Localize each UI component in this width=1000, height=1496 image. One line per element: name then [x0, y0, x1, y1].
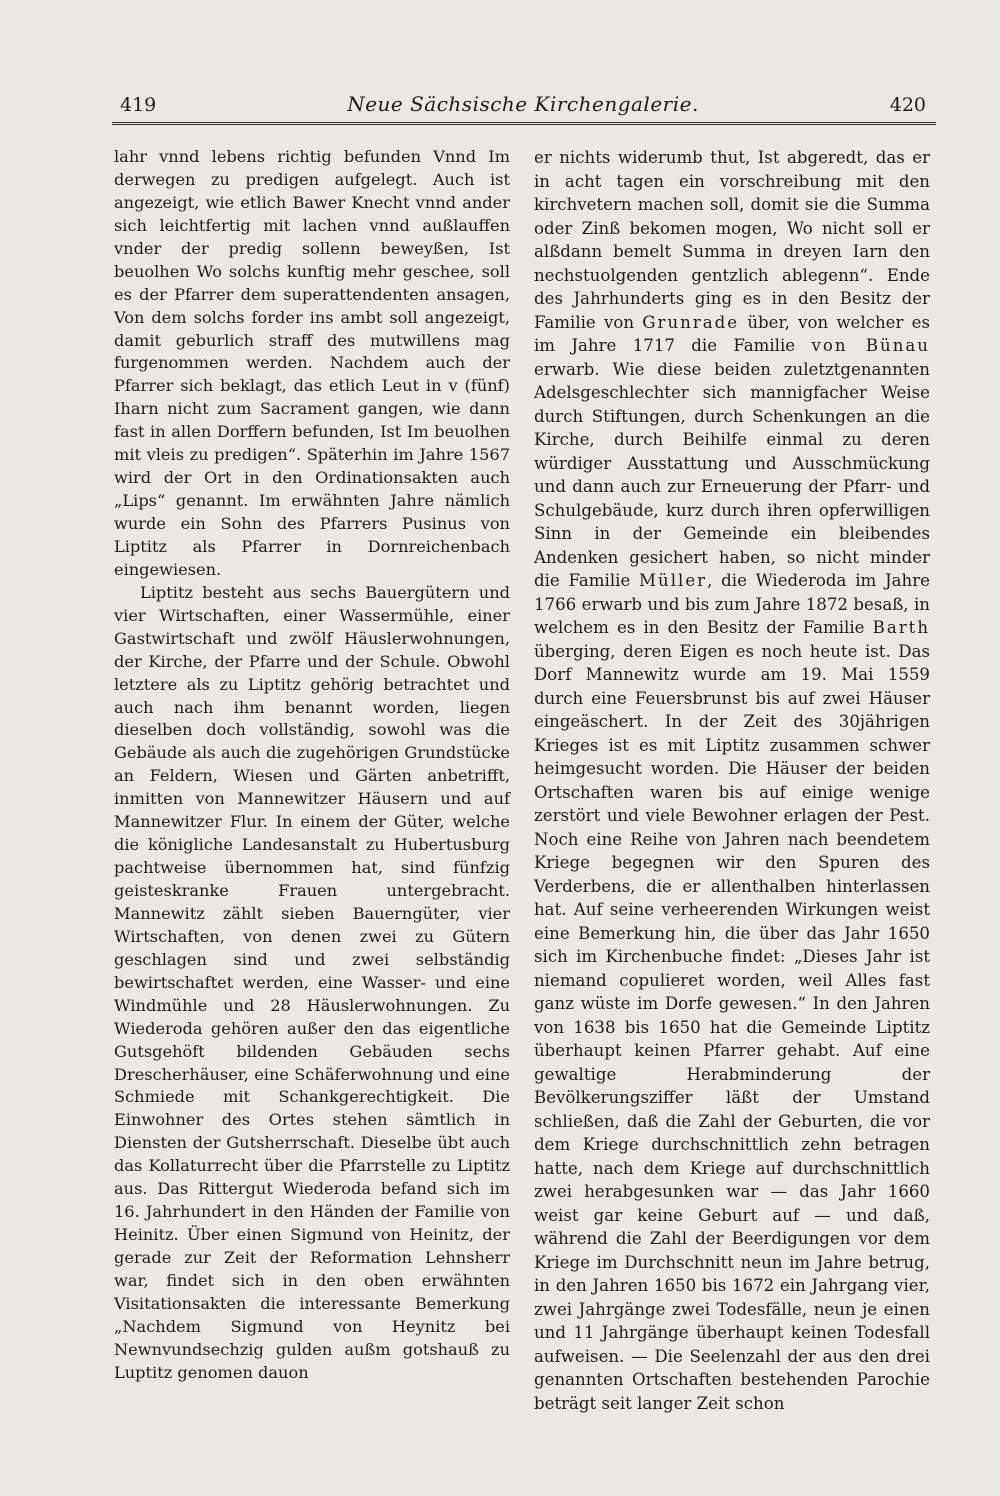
running-title: Neue Sächsische Kirchengalerie.	[347, 92, 699, 116]
right-column	[534, 146, 930, 1415]
left-column	[114, 146, 510, 1385]
family-name: von Bünau	[811, 336, 930, 355]
page-number-right: 420	[889, 94, 926, 116]
paragraph: Liptitz besteht aus sechs Bauergütern und vier Wirtschaften, einer Wassermühle, einer Gastwirtschaft und zwölf Häuslerwohnungen, der Kirche, der Pfarre und der Schule. Obwohl letztere als zu Liptitz gehörig betrachtet und auch nach ihm benannt worden, liegen dieselben doch vollständig, sowohl was die Gebäude als auch die zugehörigen Grundstücke an Feldern, Wiesen und Gärten anbetrifft, inmitten von Mannewitzer Häusern und auf Mannewitzer Flur. In einem der Güter, welche die königliche Landesanstalt zu Hubertusburg pachtweise übernommen hat, sind fünfzig geisteskranke Frauen untergebracht. Mannewitz zählt sieben Bauerngüter, vier Wirtschaften, von denen zwei zu Gütern geschlagen sind und zwei selbständig bewirtschaftet werden, eine Wasser- und eine Windmühle und 28 Häuslerwohnungen. Zu Wiederoda gehören außer den das eigentliche Gutsgehöft bildenden Gebäuden sechs Drescherhäuser, eine Schäferwohnung und eine Schmiede mit Schankgerechtigkeit. Die Einwohner des Ortes stehen sämtlich in Diensten der Gutsherrschaft. Dieselbe übt auch das Kollaturrecht über die Pfarrstelle zu Liptitz aus. Das Rittergut Wiederoda befand sich im 16. Jahrhundert in den Händen der Familie von Heinitz. Über einen Sigmund von Heinitz, der gerade zur Zeit der Reformation Lehnsherr war, findet sich in den oben erwähnten Visitationsakten die interessante Bemerkung „Nachdem Sigmund von Heynitz bei Newnvundsechzig gulden außm gotshauß zu Luptitz genomen dauon	[114, 582, 510, 1382]
family-name: Grunrade	[642, 312, 740, 332]
family-name: Müller	[639, 571, 708, 590]
header-rule	[112, 122, 936, 125]
paragraph	[534, 146, 930, 1415]
text-run: , die Wiederoda im Jahre 1766 erwarb und bis zum Jahre 1872 besaß, in welchem es in den Besitz der Familie	[534, 571, 930, 637]
text-run: er nichts widerumb thut, Ist abgeredt, das er in acht tagen ein vorschreibung mit den kirchvetern machen soll, domit sie die Summa oder Zinß bekomen mogen, Wo nicht soll er alßdann bemelt Summa in dreyen Iarn den nechstuolgenden gentzlich ablegenn“. Ende des Jahrhunderts ging es in den Besitz der Familie von	[534, 148, 930, 332]
text-run: überging, deren Eigen es noch heute ist. Das Dorf Mannewitz wurde am 19. Mai 1559 durch eine Feuersbrunst bis auf zwei Häuser eingeäschert. In der Zeit des 30jährigen Krieges ist es mit Liptitz zusammen schwer heimgesucht worden. Die Häuser der beiden Ortschaften waren bis auf einige wenige zerstört und viele Bewohner erlagen der Pest. Noch eine Reihe von Jahren nach beendetem Kriege begegnen wir den Spuren des Verderbens, die er allenthalben hinterlassen hat. Auf seine verheerenden Wirkungen weist eine Bemerkung hin, die über das Jahr 1650 sich im Kirchenbuche findet: „Dieses Jahr ist niemand copulieret worden, weil Alles fast ganz wüste im Dorfe gewesen.“ In den Jahren von 1638 bis 1650 hat die Gemeinde Liptitz überhaupt keinen Pfarrer gehabt. Auf eine gewaltige Herabminderung der Bevölkerungsziffer läßt der Umstand schließen, daß die Zahl der Geburten, die vor dem Kriege durchschnittlich zehn betragen hatte, nach dem Kriege auf durchschnittlich zwei herabgesunken war — das Jahr 1660 weist gar keine Geburt auf — und daß, während die Zahl der Beerdigungen vor dem Kriege im Durchschnitt neun im Jahre betrug, in den Jahren 1650 bis 1672 ein Jahrgang vier, zwei Jahrgänge zwei Todesfälle, neun je einen und 11 Jahrgänge überhaupt keinen Todesfall aufweisen. — Die Seelenzahl der aus den drei genannten Ortschaften bestehenden Parochie beträgt seit langer Zeit schon	[534, 641, 930, 1413]
text-run: erwarb. Wie diese beiden zuletztgenannten Adelsgeschlechter sich mannigfacher Weise durch Stiftungen, durch Schenkungen an die Kirche, durch Beihilfe einmal zu deren würdiger Ausstattung und Ausschmückung und dann auch zur Erneuerung der Pfarr- und Schulgebäude, kurz durch ihren opferwilligen Sinn in der Gemeinde ein bleibendes Andenken gesichert haben, so nicht minder die Familie	[534, 359, 930, 590]
page-header	[112, 88, 934, 122]
family-name: Barth	[872, 618, 930, 637]
page-number-left: 419	[120, 94, 157, 116]
text-run: über, von welcher es im Jahre 1717 die Familie	[534, 312, 930, 355]
paragraph: lahr vnnd lebens richtig befunden Vnnd Im derwegen zu predigen aufgelegt. Auch ist angezeigt, wie etlich Bawer Knecht vnnd ander sich leichtfertig mit lachen vnnd außlauffen vnder der predig sollenn beweyßen, Ist beuolhen Wo solchs kunftig mehr geschee, soll es der Pfarrer dem superattendenten ansagen, Von dem solchs forder ins ambt soll angezeigt, damit geburlich straff des mutwillens mag furgenommen werden. Nachdem auch der Pfarrer sich beklagt, das etlich Leut in v (fünf) Iharn nicht zum Sacrament gangen, wie dann fast in allen Dorffern befunden, Ist Im beuolhen mit vleis zu predigen“. Späterhin im Jahre 1567 wird der Ort in den Ordinationsakten auch „Lips“ genannt. Im erwähnten Jahre nämlich wurde ein Sohn des Pfarrers Pusinus von Liptitz als Pfarrer in Dornreichenbach eingewiesen.	[114, 147, 510, 579]
